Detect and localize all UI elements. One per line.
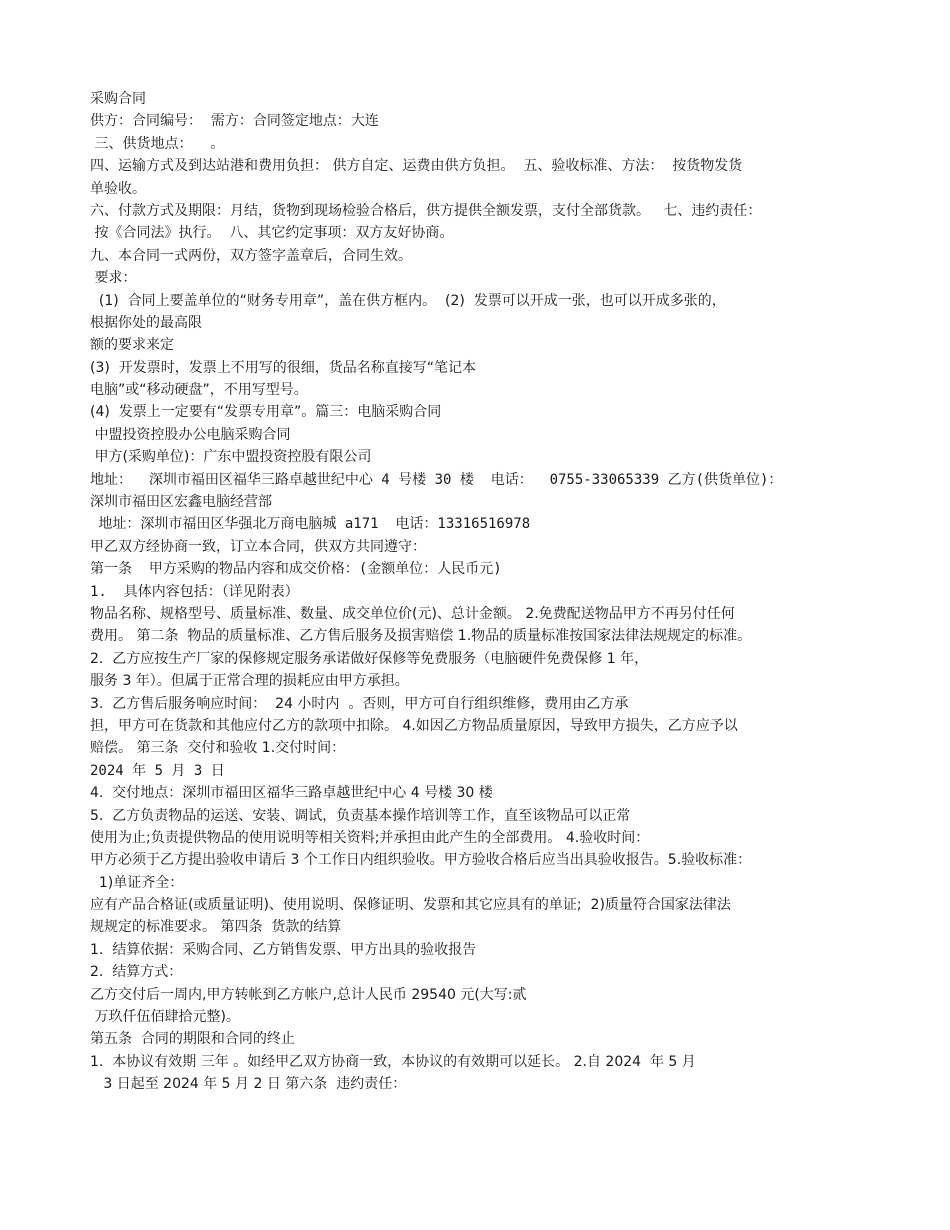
text-line: (4) 发票上一定要有“发票专用章”。篇三：电脑采购合同 [90, 404, 442, 421]
total-amount-line: 乙方交付后一周内,甲方转帐到乙方帐户,总计人民币 29540 元(大写:贰 [90, 986, 527, 1003]
clause-heading: 第一条 甲方采购的物品内容和成交价格：(金额单位：人民币元) [90, 561, 502, 578]
text-line: 2. 结算方式： [90, 964, 183, 981]
text-line: 1)单证齐全： [90, 874, 184, 891]
text-line: 使用为止;负责提供物品的使用说明等相关资料;并承担由此产生的全部费用。 4.验收时间： [90, 829, 650, 846]
text-line: 赔偿。 第三条 交付和验收 1.交付时间： [90, 740, 346, 757]
text-line: 甲方必须于乙方提出验收申请后 3 个工作日内组织验收。甲方验收合格后应当出具验收报告。5.验收标准： [90, 852, 752, 869]
text-line: 六、付款方式及期限：月结，货物到现场检验合格后，供方提供全额发票，支付全部货款。 七、违约责任： [90, 202, 762, 219]
text-line: 应有产品合格证(或质量证明)、使用说明、保修证明、发票和其它应具有的单证; 2)质量符合国家法律法 [90, 897, 731, 914]
text-line: 4. 交付地点：深圳市福田区福华三路卓越世纪中心 4 号楼 30 楼 [90, 785, 493, 802]
text-line: 根据你处的最高限 [90, 314, 202, 331]
text-line: 甲乙双方经协商一致，订立本合同，供双方共同遵守： [90, 538, 426, 555]
text-line: 要求： [90, 270, 137, 287]
doc-title: 采购合同 [90, 91, 146, 107]
party-b-address: 地址：深圳市福田区华强北万商电脑城 a171 电话：13316516978 [90, 516, 531, 533]
text-line: 费用。 第二条 物品的质量标准、乙方售后服务及损害赔偿 1.物品的质量标准按国家法律法规规定的标准。 [90, 628, 752, 645]
delivery-date: 2024 年 5 月 3 日 [90, 762, 225, 779]
text-line: 电脑”或“移动硬盘”，不用写型号。 [90, 382, 308, 399]
party-b-name: 深圳市福田区宏鑫电脑经营部 [90, 494, 272, 511]
text-line: 规规定的标准要求。 第四条 货款的结算 [90, 919, 342, 936]
document-body [90, 88, 880, 1096]
text-line: (1) 合同上要盖单位的“财务专用章”，盖在供方框内。 (2) 发票可以开成一张，也可以开成多张的， [90, 292, 726, 309]
party-a-address: 地址： 深圳市福田区福华三路卓越世纪中心 4 号楼 30 楼 电话： 0755-33065339 乙方(供货单位)： [90, 471, 783, 488]
text-line: 单验收。 [90, 180, 146, 197]
text-line: 额的要求来定 [90, 337, 174, 354]
section-title: 中盟投资控股办公电脑采购合同 [90, 426, 291, 443]
text-line: 5. 乙方负责物品的运送、安装、调试，负责基本操作培训等工作，直至该物品可以正常 [90, 807, 631, 824]
text-line: (3) 开发票时，发票上不用写的很细，货品名称直接写“笔记本 [90, 359, 476, 376]
text-line: 1. 具体内容包括：（详见附表） [90, 583, 299, 600]
text-line: 服务 3 年）。但属于正常合理的损耗应由甲方承担。 [90, 673, 409, 690]
text-line: 1. 结算依据：采购合同、乙方销售发票、甲方出具的验收报告 [90, 941, 477, 958]
text-line: 担，甲方可在货款和其他应付乙方的款项中扣除。 4.如因乙方物品质量原因，导致甲方损失，乙方应予以 [90, 717, 738, 734]
text-line: 万玖仟伍佰肆拾元整)。 [90, 1009, 240, 1026]
text-line: 1. 本协议有效期 三年 。如经甲乙双方协商一致，本协议的有效期可以延长。 2.自 2024 年 5 月 [90, 1053, 696, 1070]
text-line: 3. 乙方售后服务响应时间： 24 小时内 。否则，甲方可自行组织维修，费用由乙方承 [90, 695, 629, 712]
text-line: 供方：合同编号： 需方：合同签定地点：大连 [90, 113, 379, 130]
party-a-line: 甲方(采购单位)：广东中盟投资控股有限公司 [90, 449, 372, 466]
text-line: 3 日起至 2024 年 5 月 2 日 第六条 违约责任： [90, 1076, 407, 1093]
text-line: 物品名称、规格型号、质量标准、数量、成交单位价(元)、总计金额。 2.免费配送物品甲方不再另付任何 [90, 605, 735, 622]
clause-heading: 第五条 合同的期限和合同的终止 [90, 1031, 295, 1048]
text-line: 四、运输方式及到达站港和费用负担： 供方自定、运费由供方负担。 五、验收标准、方法： 按货物发货 [90, 158, 743, 175]
text-line: 九、本合同一式两份，双方签字盖章后，合同生效。 [90, 247, 412, 264]
text-line: 按《合同法》执行。 八、其它约定事项：双方友好协商。 [90, 225, 454, 242]
text-line: 2. 乙方应按生产厂家的保修规定服务承诺做好保修等免费服务（电脑硬件免费保修 1 年， [90, 650, 649, 667]
text-line: 三、供货地点： 。 [90, 135, 225, 152]
